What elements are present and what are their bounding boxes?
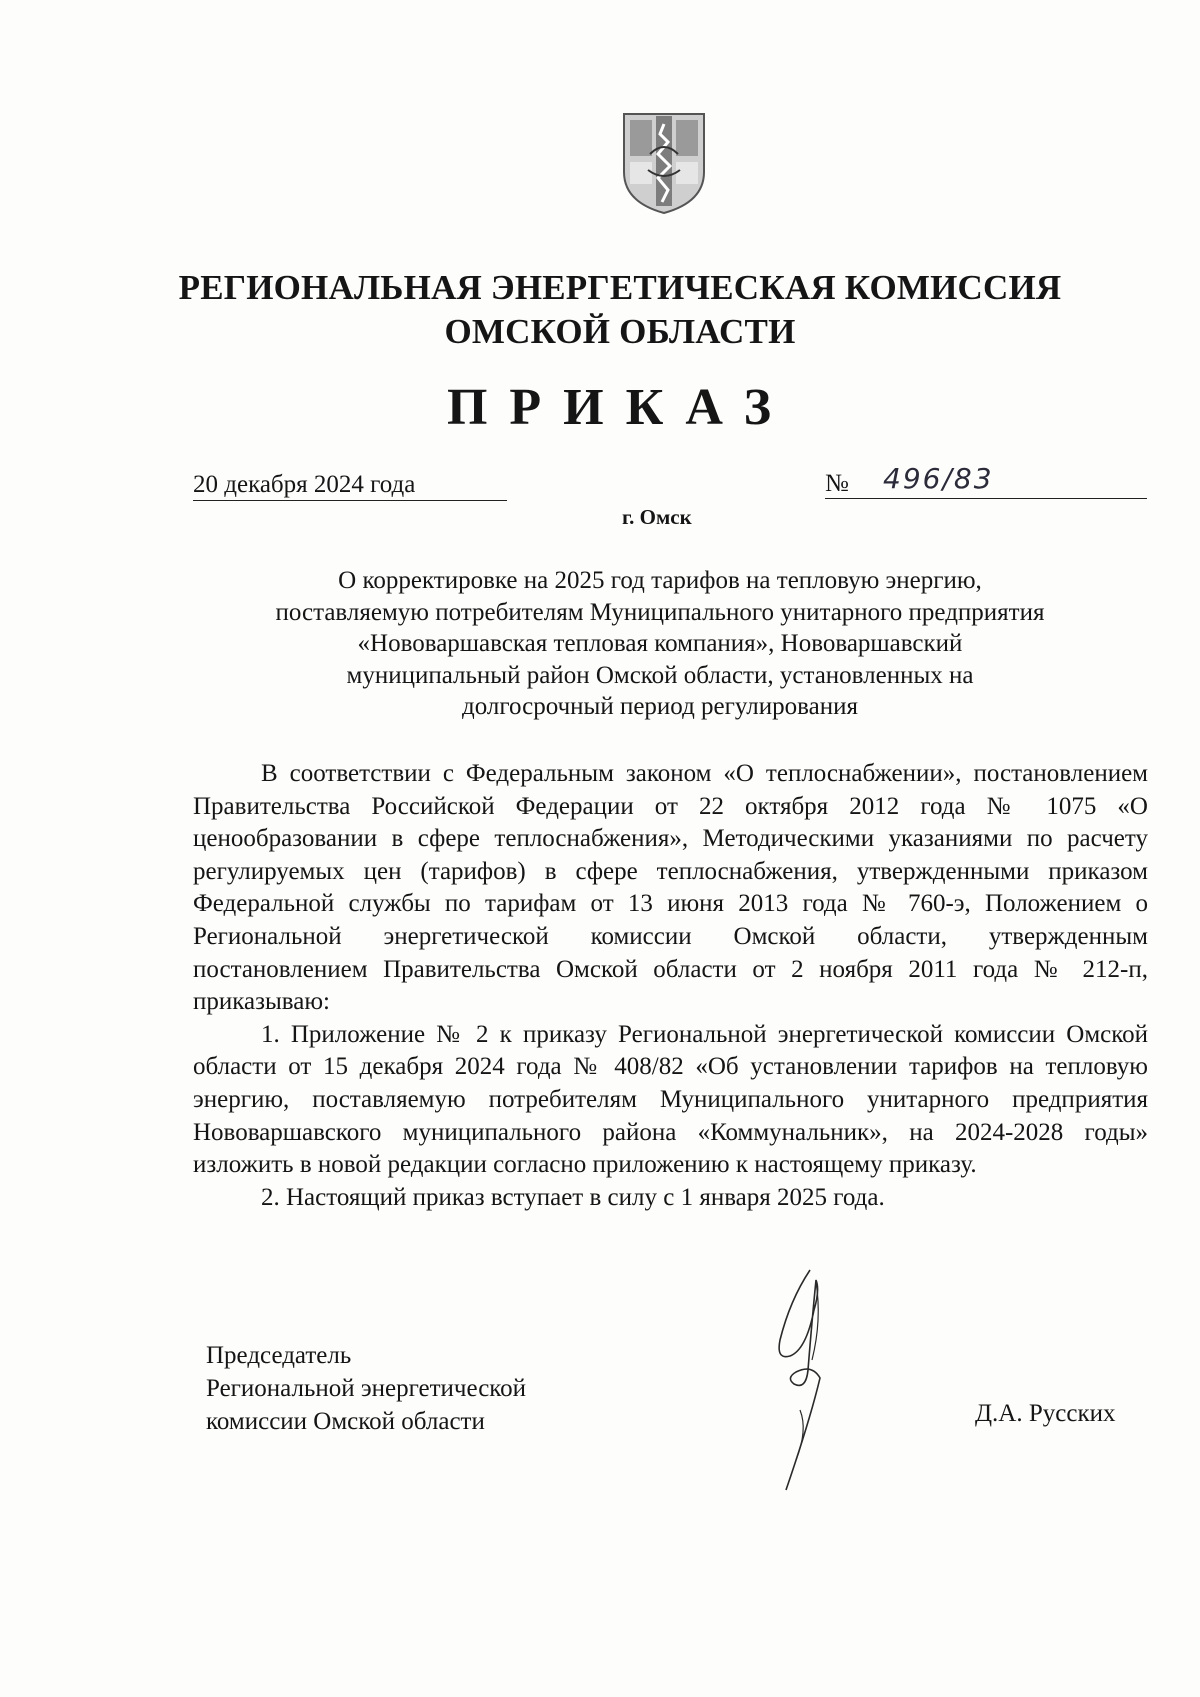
document-number-field [825,462,1147,499]
subject-line: долгосрочный период регулирования [462,693,858,720]
signatory-title-line: комиссии Омской области [206,1408,485,1435]
coat-of-arms-icon [620,110,708,216]
signatory-title [206,1339,526,1438]
number-sign: № [825,470,849,497]
document-city: г. Омск [622,505,692,529]
document-body [193,758,1148,1214]
preamble-paragraph: В соответствии с Федеральным законом «О теплоснабжении», постановлением Правительства Российской Федерации от 22 октября 2012 года № 1075 «О ценообразовании в сфере теплоснабжения», Методическими указаниями по расчету регулируемых цен (тарифов) в сфере теплоснабжения, утвержденными приказом Федеральной службы по тарифам от 13 июня 2013 года № 760-э, Положением о Региональной энергетической комиссии Омской области, утвержденным постановлением Правительства Омской области от 2 ноября 2011 года № 212-п, приказываю: [193,760,1148,1016]
order-item-2: 2. Настоящий приказ вступает в силу с 1 января 2025 года. [261,1183,885,1211]
organization-region: ОМСКОЙ ОБЛАСТИ [444,312,796,351]
document-subject [120,565,1200,723]
document-type-title: ПРИКАЗ [446,379,794,436]
signatory-title-line: Председатель [206,1342,352,1369]
subject-line: О корректировке на 2025 год тарифов на тепловую энергию, [338,567,982,594]
handwritten-signature [750,1260,870,1500]
subject-line: «Нововаршавская тепловая компания», Нововаршавский [357,630,963,657]
document-date: 20 декабря 2024 года [193,470,507,501]
signatory-name: Д.А. Русских [975,1400,1116,1427]
subject-line: муниципальный район Омской области, установленных на [346,661,974,689]
organization-name: РЕГИОНАЛЬНАЯ ЭНЕРГЕТИЧЕСКАЯ КОМИССИЯ [178,268,1062,307]
subject-line: поставляемую потребителям Муниципального унитарного предприятия [275,598,1045,626]
order-item-1: 1. Приложение № 2 к приказу Региональной энергетической комиссии Омской области от 15 декабря 2024 года № 408/82 «Об установлении тарифов на тепловую энергию, поставляемую потребителям Муниципального унитарного предприятия Нововаршавского муниципального района «Коммунальник», на 2024-2028 годы» изложить в новой редакции согласно приложению к настоящему приказу. [193,1020,1148,1179]
signatory-title-line: Региональной энергетической [206,1375,527,1402]
document-number: 496/83 [883,462,994,495]
